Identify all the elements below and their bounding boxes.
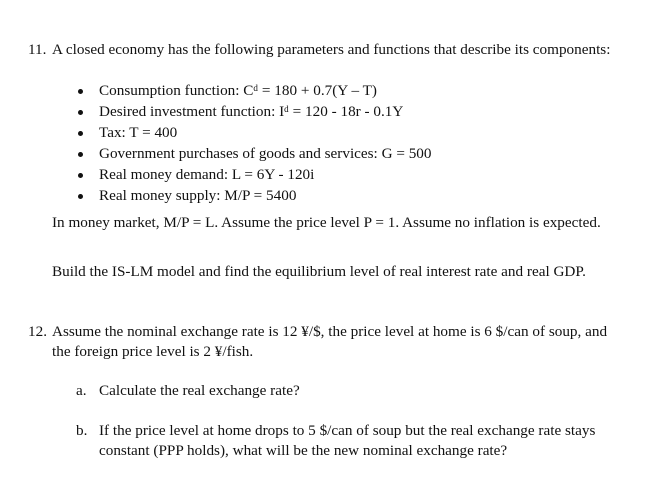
list-item-text: Real money supply: M/P = 5400 xyxy=(99,187,297,204)
bullet-icon xyxy=(78,173,83,178)
parameter-list xyxy=(76,81,432,207)
list-item-text: Tax: T = 400 xyxy=(99,124,178,141)
paragraph-assumption: In money market, M/P = L. Assume the price level P = 1. Assume no inflation is expected. xyxy=(52,214,601,231)
list-item xyxy=(76,186,432,207)
bullet-icon xyxy=(78,131,83,136)
sub-question-text: If the price level at home drops to 5 $/can of soup but the real exchange rate stays constant (PPP holds), what will be the new nominal exchange rate? xyxy=(99,422,596,459)
list-item xyxy=(76,123,432,144)
list-item xyxy=(76,165,432,186)
question-number: 12. xyxy=(28,323,47,340)
paragraph-task: Build the IS-LM model and find the equilibrium level of real interest rate and real GDP. xyxy=(52,263,586,280)
bullet-icon xyxy=(78,89,83,94)
sub-question-text: Calculate the real exchange rate? xyxy=(99,382,300,399)
bullet-icon xyxy=(78,194,83,199)
list-item-text: Real money demand: L = 6Y - 120i xyxy=(99,166,315,183)
question-intro: A closed economy has the following parameters and functions that describe its components: xyxy=(52,41,611,58)
list-item-text: Consumption function: Cᵈ = 180 + 0.7(Y – T) xyxy=(99,82,377,99)
question-intro: Assume the nominal exchange rate is 12 ¥/$, the price level at home is 6 $/can of soup, and the foreign price level is 2 ¥/fish. xyxy=(52,323,608,360)
question-number: 11. xyxy=(28,41,47,58)
list-item-text: Government purchases of goods and services: G = 500 xyxy=(99,145,432,162)
list-item xyxy=(76,81,432,102)
sub-question-label: b. xyxy=(76,422,88,439)
list-item xyxy=(76,102,432,123)
list-item-text: Desired investment function: Iᵈ = 120 - 18r - 0.1Y xyxy=(99,103,404,120)
bullet-icon xyxy=(78,152,83,157)
sub-question-label: a. xyxy=(76,382,87,399)
list-item xyxy=(76,144,432,165)
bullet-icon xyxy=(78,110,83,115)
